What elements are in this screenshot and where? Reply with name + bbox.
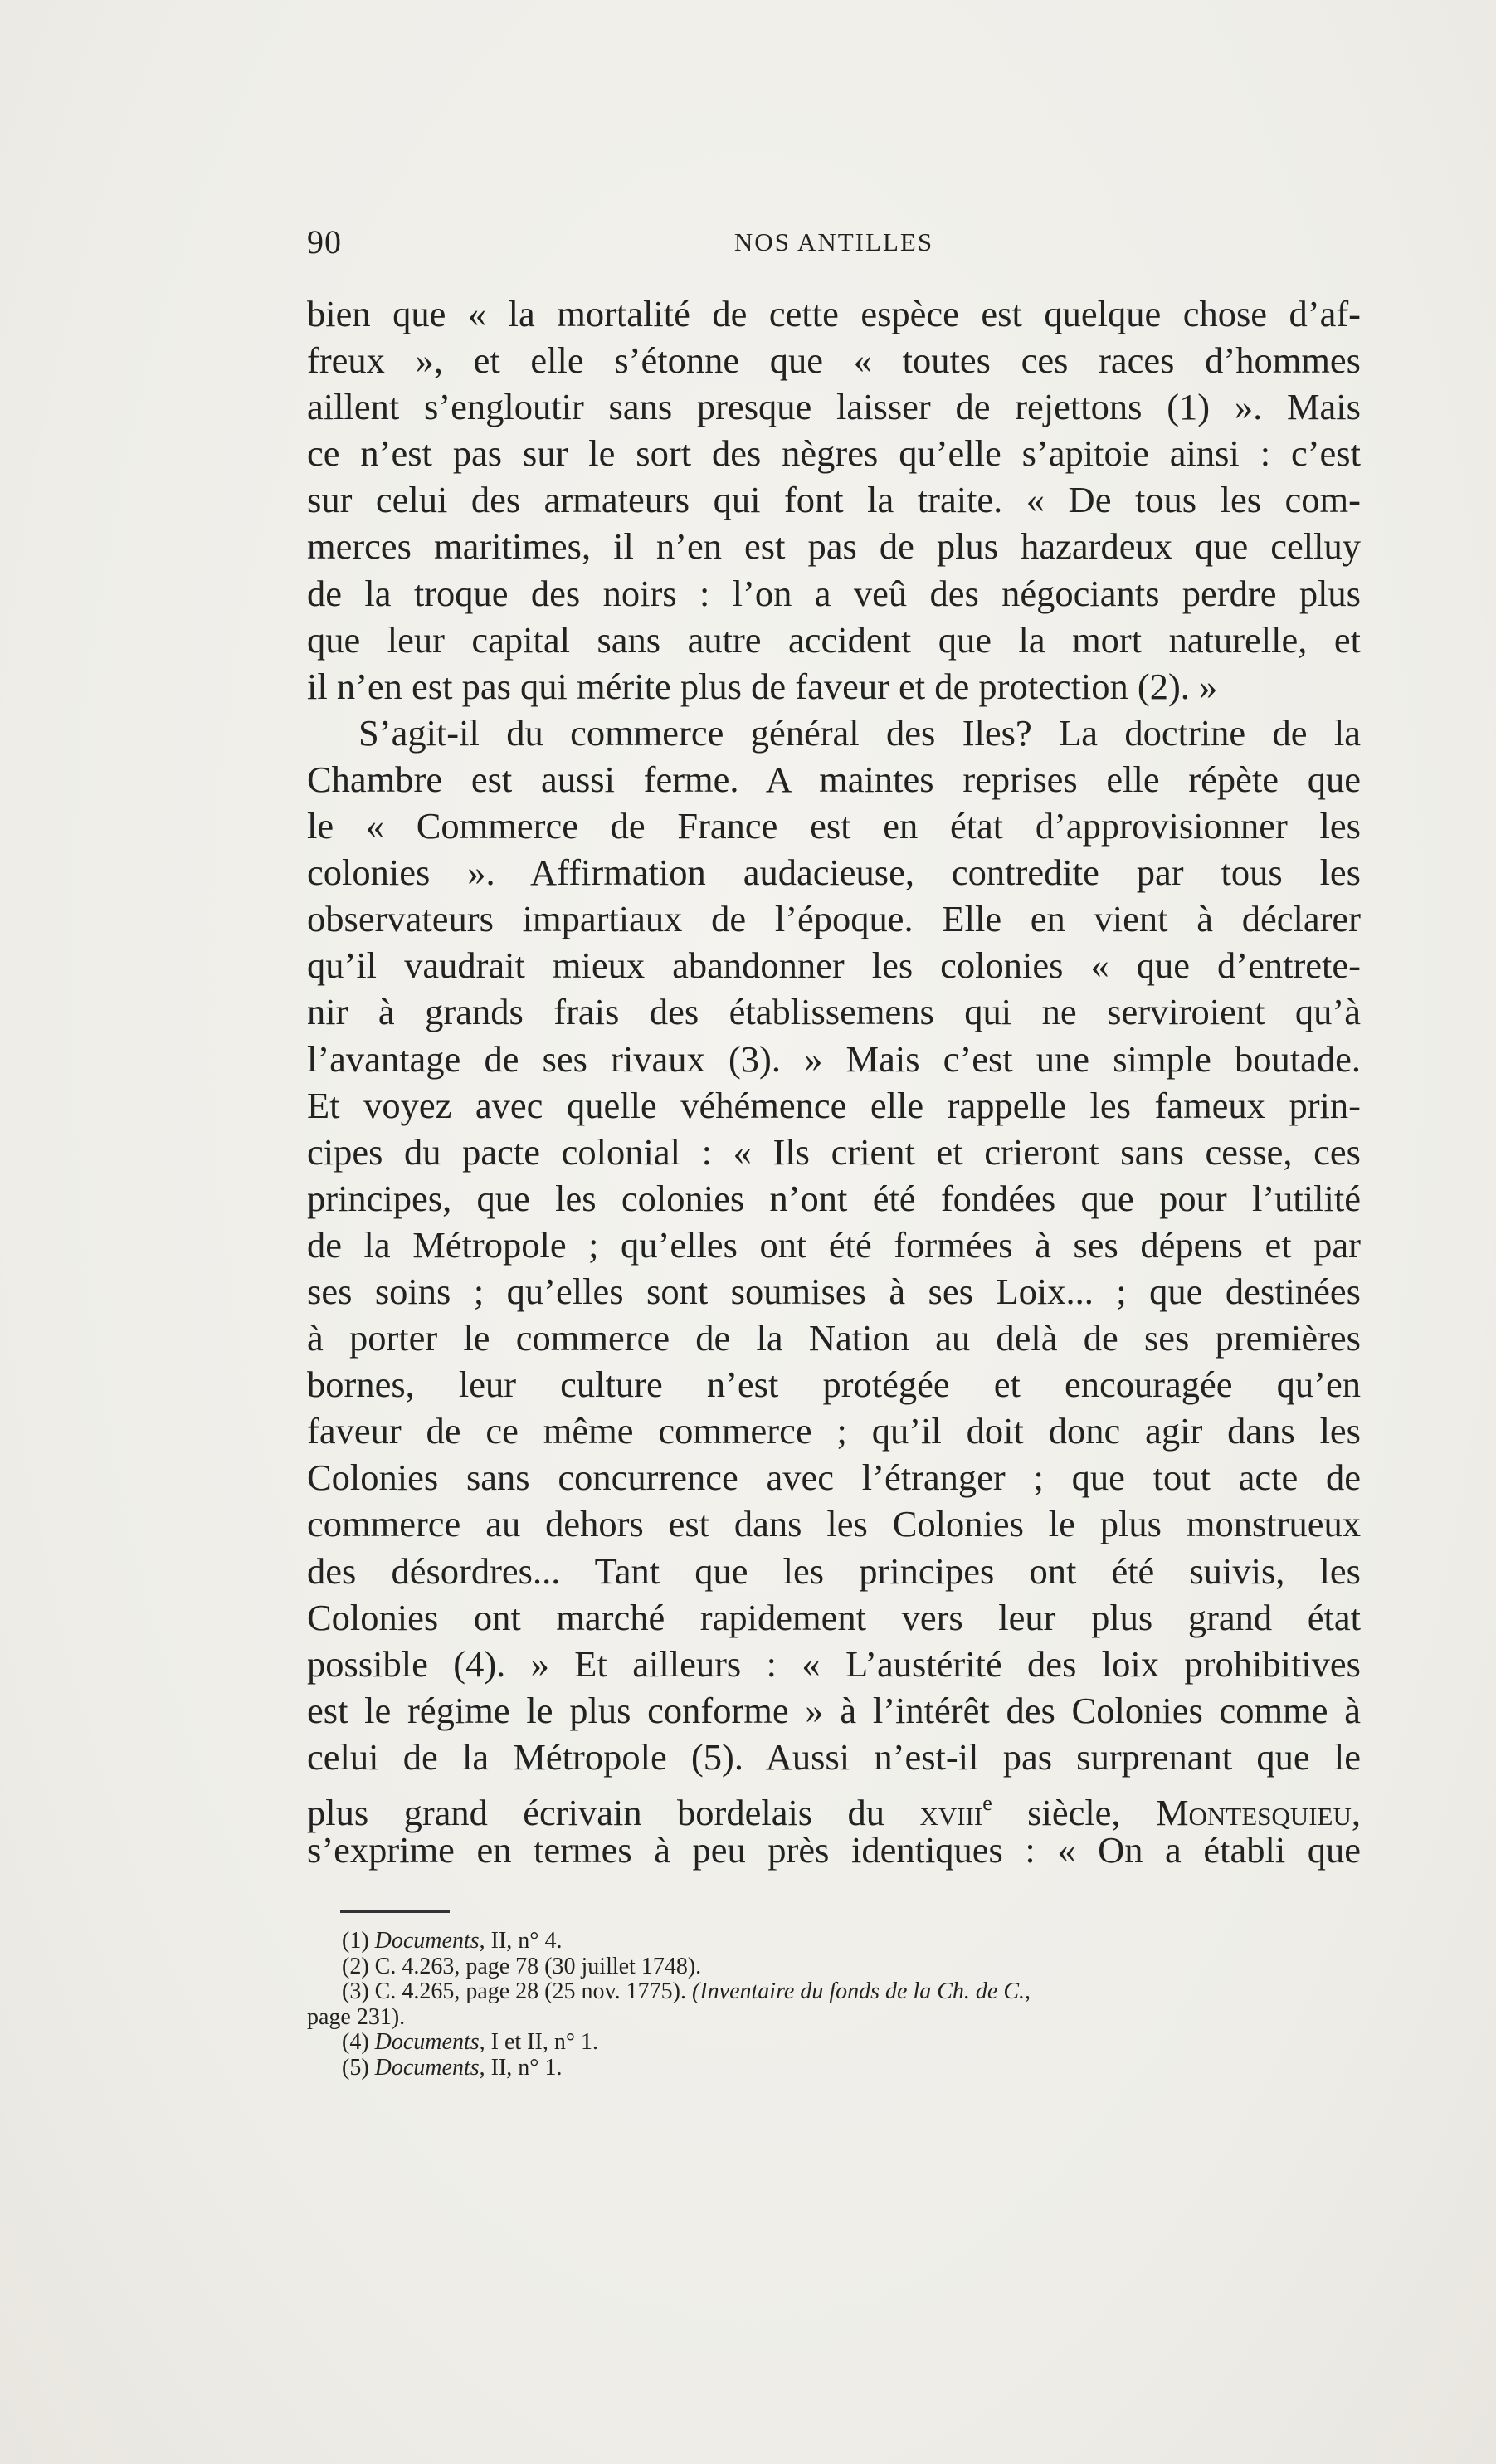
text-line: cipes du pacte colonial : « Ils crient et crieront sans cesse, ces	[307, 1130, 1361, 1173]
footnote-number: (1)	[342, 1928, 375, 1954]
text-line: de la troque des noirs : l’on a veû des négociants perdre plus	[307, 572, 1361, 614]
text-line: celui de la Métropole (5). Aussi n’est-il pas surprenant que le	[307, 1735, 1361, 1778]
text-line: faveur de ce même commerce ; qu’il doit donc agir dans les	[307, 1410, 1361, 1452]
superscript: e	[982, 1791, 992, 1815]
text-line: commerce au dehors est dans les Colonies le plus monstrueux	[307, 1503, 1361, 1545]
text-line: l’avantage de ses rivaux (3). » Mais c’est une simple boutade.	[307, 1037, 1361, 1080]
text-line: de la Métropole ; qu’elles ont été formées à ses dépens et par	[307, 1223, 1361, 1266]
footnote-text: , II, n° 4.	[479, 1928, 563, 1954]
page-number: 90	[307, 223, 342, 261]
text-line: il n’en est pas qui mérite plus de faveur et de protection (2). »	[307, 665, 1218, 707]
text-line: principes, que les colonies n’ont été fondées que pour l’utilité	[307, 1177, 1361, 1219]
footnote-text: , I et II, n° 1.	[479, 2029, 599, 2055]
text-line: est le régime le plus conforme » à l’intérêt des Colonies comme à	[307, 1689, 1361, 1731]
text-fragment: siècle,	[992, 1792, 1156, 1833]
text-line	[307, 1780, 1361, 1833]
footnote-text: , II, n° 1.	[479, 2054, 563, 2081]
text-line: freux », et elle s’étonne que « toutes ces races d’hommes	[307, 339, 1361, 382]
text-line: que leur capital sans autre accident que la mort naturelle, et	[307, 618, 1361, 661]
footnote-1	[307, 1929, 1361, 1954]
footnote-text: (3) C. 4.265, page 28 (25 nov. 1775).	[342, 1979, 693, 2004]
text-line: s’exprime en termes à peu près identiques : « On a établi que	[307, 1829, 1361, 1871]
text-line: Et voyez avec quelle véhémence elle rappelle les fameux prin-	[307, 1084, 1361, 1126]
text-line: bien que « la mortalité de cette espèce est quelque chose d’af-	[307, 293, 1361, 334]
footnote-number: (5)	[342, 2054, 375, 2081]
text-line: qu’il vaudrait mieux abandonner les colonies « que d’entrete-	[307, 944, 1361, 987]
text-line: merces maritimes, il n’en est pas de plus hazardeux que celluy	[307, 525, 1361, 568]
footnote-3-continued: page 231).	[307, 2003, 406, 2030]
text-line: Colonies ont marché rapidement vers leur plus grand état	[307, 1596, 1361, 1638]
text-line: observateurs impartiaux de l’époque. Elle en vient à déclarer	[307, 898, 1361, 940]
footnotes	[307, 1929, 1361, 2081]
main-text	[307, 290, 1361, 1873]
footnote-rule	[340, 1910, 450, 1913]
footnote-2: (2) C. 4.263, page 78 (30 juillet 1748).	[342, 1953, 702, 1979]
text-line: possible (4). » Et ailleurs : « L’austérité des loix prohibitives	[307, 1642, 1361, 1685]
text-line: bornes, leur culture n’est protégée et encouragée qu’en	[307, 1364, 1361, 1406]
footnote-title: Documents	[374, 1928, 480, 1954]
text-line: ses soins ; qu’elles sont soumises à ses Loix... ; que destinées	[307, 1270, 1361, 1312]
text-line: sur celui des armateurs qui font la traite. « De tous les com-	[307, 479, 1361, 521]
text-line: à porter le commerce de la Nation au delà de ses premières	[307, 1317, 1361, 1359]
text-line: le « Commerce de France est en état d’approvisionner les	[307, 805, 1361, 847]
text-line: Colonies sans concurrence avec l’étranger ; que tout acte de	[307, 1456, 1361, 1499]
page-header	[307, 222, 1361, 264]
century-numeral: xviii	[919, 1792, 983, 1833]
text-line: nir à grands frais des établissemens qui ne serviroient qu’à	[307, 991, 1361, 1033]
footnote-5	[307, 2056, 1361, 2081]
footnote-title: Documents	[374, 2029, 480, 2055]
footnote-4	[307, 2030, 1361, 2056]
text-line: aillent s’engloutir sans presque laisser de rejettons (1) ». Mais	[307, 386, 1361, 428]
text-fragment: plus grand écrivain bordelais du	[307, 1792, 920, 1833]
text-line: S’agit-il du commerce général des Iles? La doctrine de la	[358, 711, 1361, 754]
author-name: Montesquieu,	[1155, 1792, 1361, 1833]
running-title: NOS ANTILLES	[733, 227, 934, 256]
footnote-title: Documents	[374, 2054, 480, 2081]
text-line: colonies ». Affirmation audacieuse, contredite par tous les	[307, 851, 1361, 894]
text-line: ce n’est pas sur le sort des nègres qu’elle s’apitoie ainsi : c’est	[307, 432, 1361, 475]
footnote-3	[307, 1979, 1361, 2005]
text-line: des désordres... Tant que les principes ont été suivis, les	[307, 1549, 1361, 1592]
footnote-title: (Inventaire du fonds de la Ch. de C.,	[692, 1979, 1031, 2004]
footnote-number: (4)	[342, 2029, 375, 2055]
text-line: Chambre est aussi ferme. A maintes reprises elle répète que	[307, 758, 1361, 800]
